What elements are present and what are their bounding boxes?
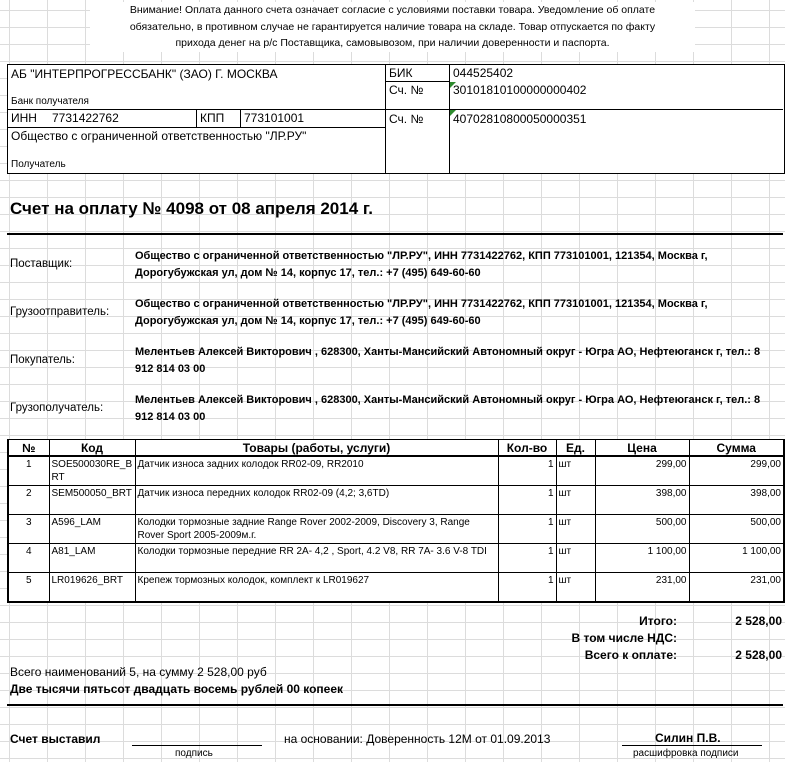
supplier-details: Общество с ограниченной ответственностью "ЛР.РУ", ИНН 7731422762, КПП 773101001, 121354, Москва г, Дорогубужская ул, дом № 14, корпус 17, тел.: +7 (495) 649-60-60	[135, 250, 708, 279]
total-label: Итого:	[639, 614, 677, 628]
row-number: 1	[8, 456, 49, 486]
header-unit: Ед.	[556, 440, 595, 457]
signature-line	[132, 745, 262, 746]
row-name: Крепеж тормозных колодок, комплект к LR019627	[135, 573, 498, 603]
row-price: 500,00	[595, 515, 689, 544]
row-qty: 1	[498, 515, 556, 544]
row-unit: шт	[556, 515, 595, 544]
shipper-details: Общество с ограниченной ответственностью "ЛР.РУ", ИНН 7731422762, КПП 773101001, 121354, Москва г, Дорогубужская ул, дом № 14, корпус 17, тел.: +7 (495) 649-60-60	[135, 298, 708, 327]
invoice-title: Счет на оплату № 4098 от 08 апреля 2014 г.	[10, 199, 373, 218]
row-price: 398,00	[595, 486, 689, 515]
table-row	[8, 515, 784, 544]
header-sum: Сумма	[689, 440, 784, 457]
row-number: 2	[8, 486, 49, 515]
row-name: Колодки тормозные задние Range Rover 2002-2009, Discovery 3, Range Rover Sport 2005-2009м.г.	[135, 515, 498, 544]
bik-label: БИК	[389, 66, 413, 80]
total-value: 2 528,00	[735, 614, 782, 628]
header-goods: Товары (работы, услуги)	[135, 440, 498, 457]
account-label: Сч. №	[389, 112, 424, 126]
amount-due-label: Всего к оплате:	[584, 648, 677, 662]
amount-in-words: Две тысячи пятьсот двадцать восемь рублей 00 копеек	[10, 682, 344, 696]
corr-account-label: Сч. №	[389, 83, 424, 97]
recipient-name: Общество с ограниченной ответственностью "ЛР.РУ"	[11, 129, 307, 143]
row-sum: 299,00	[689, 456, 784, 486]
row-name: Колодки тормозные передние RR 2A- 4,2 , Sport, 4.2 V8, RR 7A- 3.6 V-8 TDI	[135, 544, 498, 573]
table-row	[8, 456, 784, 486]
name-line	[622, 745, 762, 746]
consignee-label: Грузополучатель:	[10, 402, 104, 414]
consignee-details: Мелентьев Алексей Викторович , 628300, Ханты-Мансийский Автономный округ - Югра АО, Нефтеюганск г, тел.: 8 912 814 03 00	[135, 394, 761, 423]
recipient-bank-label: Банк получателя	[11, 96, 89, 107]
row-name: Датчик износа передних колодок RR02-09 (4,2; 3,6TD)	[135, 486, 498, 515]
inn-label: ИНН	[11, 111, 37, 125]
table-row	[8, 544, 784, 573]
inn-value: 7731422762	[52, 111, 119, 125]
row-price: 299,00	[595, 456, 689, 486]
account-value: 40702810800050000351	[453, 112, 587, 126]
amount-due-value: 2 528,00	[735, 648, 782, 662]
title-divider	[7, 233, 783, 235]
notice-line-2: обязательно, в противном случае не гарантируется наличие товара на складе. Товар отпускается по факту	[129, 20, 656, 33]
notice-line-1: Внимание! Оплата данного счета означает согласие с условиями поставки товара. Уведомление об оплате	[129, 4, 656, 16]
vat-label: В том числе НДС:	[571, 631, 677, 645]
signer-name: Силин П.В.	[655, 731, 721, 745]
buyer-details: Мелентьев Алексей Викторович , 628300, Ханты-Мансийский Автономный округ - Югра АО, Нефтеюганск г, тел.: 8 912 814 03 00	[135, 346, 761, 375]
corr-account-value: 30101810100000000402	[453, 83, 587, 97]
row-number: 4	[8, 544, 49, 573]
shipper-label: Грузоотправитель:	[10, 306, 110, 318]
items-table	[7, 439, 785, 603]
issued-by-label: Счет выставил	[10, 732, 101, 746]
bank-name: АБ "ИНТЕРПРОГРЕССБАНК" (ЗАО) Г. МОСКВА	[11, 67, 278, 81]
basis-text: на основании: Доверенность 12М от 01.09.2013	[284, 732, 551, 746]
row-code: SOE500030RE_BRT	[49, 456, 135, 486]
row-unit: шт	[556, 544, 595, 573]
notice-line-3: прихода денег на р/с Поставщика, самовывозом, при наличии доверенности и паспорта.	[175, 37, 610, 49]
header-number: №	[8, 440, 49, 457]
header-price: Цена	[595, 440, 689, 457]
row-code: A596_LAM	[49, 515, 135, 544]
header-qty: Кол-во	[498, 440, 556, 457]
kpp-label: КПП	[200, 111, 225, 125]
row-qty: 1	[498, 544, 556, 573]
row-unit: шт	[556, 573, 595, 603]
bank-details-box	[7, 64, 785, 174]
row-number: 3	[8, 515, 49, 544]
row-qty: 1	[498, 456, 556, 486]
bik-value: 044525402	[453, 66, 514, 80]
recipient-label: Получатель	[11, 159, 66, 170]
items-count-summary: Всего наименований 5, на сумму 2 528,00 руб	[10, 665, 267, 679]
row-qty: 1	[498, 486, 556, 515]
row-number: 5	[8, 573, 49, 603]
row-sum: 500,00	[689, 515, 784, 544]
summary-divider	[7, 704, 783, 706]
row-sum: 231,00	[689, 573, 784, 603]
row-code: LR019626_BRT	[49, 573, 135, 603]
row-unit: шт	[556, 456, 595, 486]
row-price: 1 100,00	[595, 544, 689, 573]
buyer-label: Покупатель:	[10, 354, 75, 366]
row-name: Датчик износа задних колодок RR02-09, RR2010	[135, 456, 498, 486]
kpp-value: 773101001	[244, 111, 305, 125]
table-row	[8, 573, 784, 603]
row-code: SEM500050_BRT	[49, 486, 135, 515]
row-sum: 1 100,00	[689, 544, 784, 573]
supplier-label: Поставщик:	[10, 258, 73, 270]
header-code: Код	[49, 440, 135, 457]
row-unit: шт	[556, 486, 595, 515]
row-code: A81_LAM	[49, 544, 135, 573]
table-row	[8, 486, 784, 515]
signature-caption: подпись	[175, 748, 213, 759]
table-header-row	[8, 440, 784, 457]
row-qty: 1	[498, 573, 556, 603]
row-sum: 398,00	[689, 486, 784, 515]
row-price: 231,00	[595, 573, 689, 603]
payment-notice	[90, 2, 695, 52]
name-decode-caption: расшифровка подписи	[633, 748, 739, 759]
